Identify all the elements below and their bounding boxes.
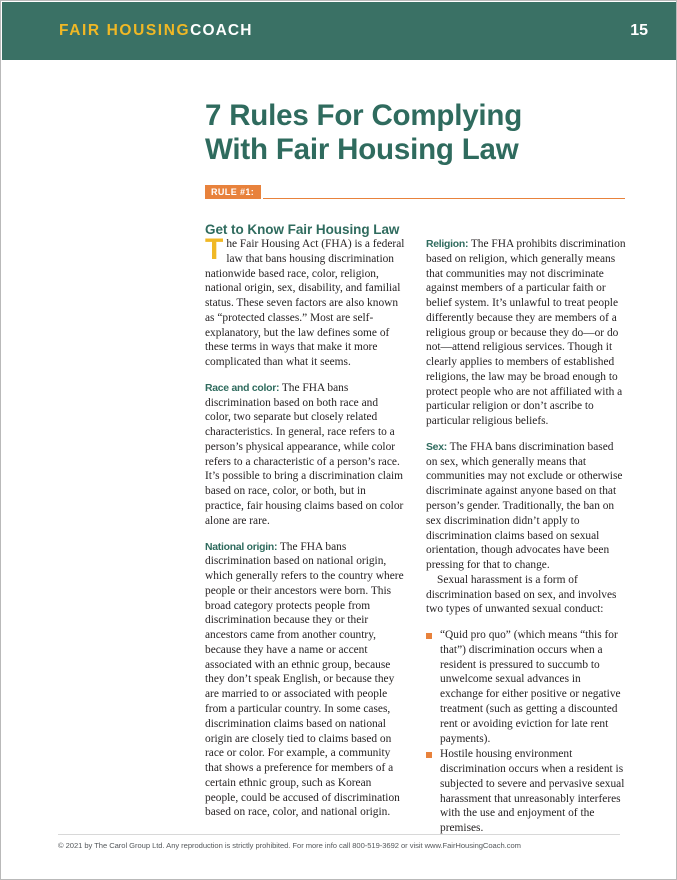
sex-paragraph	[426, 440, 626, 573]
national-origin-label: National origin:	[205, 541, 278, 553]
religion-paragraph	[426, 237, 626, 429]
square-bullet-icon	[426, 752, 432, 758]
sex-label: Sex:	[426, 441, 447, 453]
list-item	[426, 747, 626, 836]
list-item-text: “Quid pro quo” (which means “this for that”) discrimination occurs when a resident is pressured to succumb to unwelcome sexual advances in exchange for either positive or negative treatment (such as getting a discounted rent or avoiding eviction for late rent payments).	[440, 629, 621, 745]
intro-paragraph	[205, 233, 405, 370]
race-and-color-label: Race and color:	[205, 382, 280, 394]
rule-header-bar	[205, 185, 625, 199]
page-number: 15	[630, 22, 648, 39]
national-origin-text: The FHA bans discrimination based on national origin, which generally refers to the country where people or their ancestors were born. This broad category protects people from discrimination because they or their ancestors came from another country, because they have a name or accent associated with an ethnic group, because they don’t speak English, or because they are married to or associated with people from a particular country. In some cases, discrimination claims based on national origin are closely tied to claims based on race or color. For example, a community that shows a preference for members of a certain ethnic group, such as Korean people, could be accused of discrimination based on race, color, and national origin.	[205, 540, 404, 819]
sexual-harassment-paragraph: Sexual harassment is a form of discrimination based on sex, and involves two types of unwanted sexual conduct:	[426, 573, 617, 616]
footer-copyright: © 2021 by The Carol Group Ltd. Any reproduction is strictly prohibited. For more info call 800-519-3692 or visit www.FairHousingCoach.com	[58, 841, 521, 850]
intro-paragraph-text: he Fair Housing Act (FHA) is a federal law that bans housing discrimination nationwide based race, color, religion, national origin, sex, disability, and familial status. These seven factors are also known as “protected classes.” Most are self-explanatory, but the law defines some of these terms in ways that make it more complicated than what it seems.	[205, 238, 405, 369]
sex-text: The FHA bans discrimination based on sex, which generally means that communities may not exclude or otherwise discriminate against anyone based on that person’s gender. Traditionally, the ban on sex discrimination didn’t apply to discrimination claims based on sexual orientation, though advocates have been pressing for that to change.	[426, 440, 623, 572]
national-origin-paragraph	[205, 540, 405, 821]
sexual-conduct-list	[426, 628, 626, 836]
religion-label: Religion:	[426, 239, 469, 250]
footer-divider	[58, 834, 620, 835]
religion-text: The FHA prohibits discrimination based on religion, which generally means that communities may not discriminate against members of a particular faith or belief system. It’s unlawful to treat people differently because they are members of a religious group or because they do—or do not—attend religious services. Though it clearly applies to members of established religions, the law may be broad enough to protect people who are not affiliated with a particular religion or don’t ascribe to particular religious beliefs.	[426, 238, 626, 428]
publication-title	[59, 23, 253, 39]
race-and-color-text: The FHA bans discrimination based on both race and color, two separate but closely related characteristics. In general, race refers to a person’s physical appearance, while color refers to a characteristic of a person’s race. It’s possible to bring a discrimination claim based on race, color, or both, but in practice, fair housing claims based on color alone are rare.	[205, 381, 404, 527]
page-title-line-2: With Fair Housing Law	[205, 133, 519, 167]
list-item-text: Hostile housing environment discrimination occurs when a resident is subjected to severe and pervasive sexual harassment that unreasonably interferes with the use and enjoyment of the premises.	[440, 748, 625, 835]
race-and-color-paragraph	[205, 381, 405, 529]
article-body	[205, 233, 626, 835]
masthead-bar	[2, 2, 677, 60]
rule-number-badge: RULE #1:	[205, 185, 261, 199]
list-item	[426, 628, 626, 746]
square-bullet-icon	[426, 633, 432, 639]
brand-name-coach: COACH	[190, 22, 253, 40]
brand-name-fair-housing: FAIR HOUSING	[59, 22, 191, 40]
rule-divider-line	[263, 198, 625, 200]
rule-subheading: Get to Know Fair Housing Law	[205, 222, 400, 238]
right-column	[426, 237, 626, 835]
page-title-line-1: 7 Rules For Complying	[205, 98, 523, 132]
page-title	[205, 99, 625, 168]
left-column	[205, 233, 405, 827]
drop-cap-letter: T	[205, 233, 224, 266]
